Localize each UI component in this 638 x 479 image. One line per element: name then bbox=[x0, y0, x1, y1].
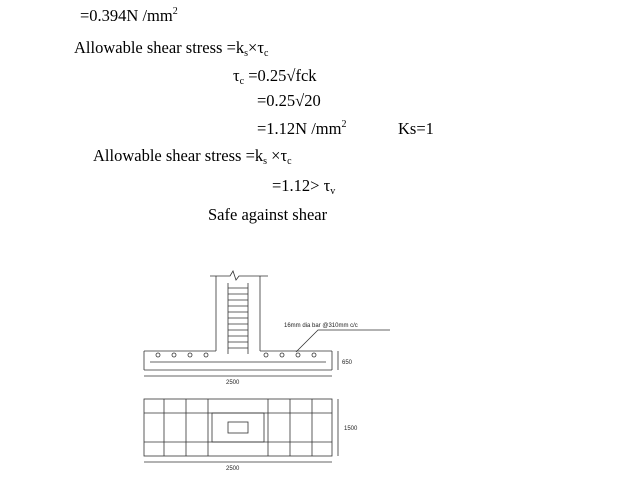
safe-against-shear-conclusion: Safe against shear bbox=[208, 205, 328, 224]
width-dimension-label-elevation: 2500 bbox=[226, 380, 240, 386]
plan-outline bbox=[144, 399, 332, 456]
plan-view bbox=[144, 399, 338, 462]
bar-label-leader bbox=[296, 330, 390, 352]
depth-dimension-label: 650 bbox=[342, 360, 353, 366]
tau-c-result-line: =1.12N $/mm^2$ bbox=[257, 119, 347, 138]
plan-grid-horizontal bbox=[144, 413, 332, 442]
column-footprint bbox=[228, 422, 248, 433]
result-line-1: =0.394N $/mm^2$ bbox=[80, 6, 178, 25]
bar-spec-label: 16mm dia bar @310mm c/c bbox=[284, 323, 358, 329]
ks-value: Ks=1 bbox=[398, 119, 434, 138]
allowable-shear-stress-line-2: Allowable shear stress $=k_s \times\tau_c$ bbox=[93, 146, 292, 167]
tau-c-substitution-line: =0.25√20 bbox=[257, 91, 321, 110]
bar-sections bbox=[156, 353, 316, 357]
column-pedestal-outline bbox=[212, 413, 264, 442]
allowable-shear-stress-line-1: Allowable shear stress $=k_s\times\tau_c$ bbox=[74, 38, 269, 59]
plan-width-dimension-label: 2500 bbox=[226, 466, 240, 472]
column-break-line bbox=[210, 271, 268, 280]
tau-c-formula-line: $\tau_c =0.25√fck$ bbox=[233, 66, 317, 87]
column-ties bbox=[228, 288, 248, 348]
plan-grid-vertical bbox=[164, 399, 312, 456]
comparison-line: $=1.12> \tau_v$ bbox=[272, 176, 336, 197]
plan-side-dimension-label: 1500 bbox=[344, 426, 358, 432]
